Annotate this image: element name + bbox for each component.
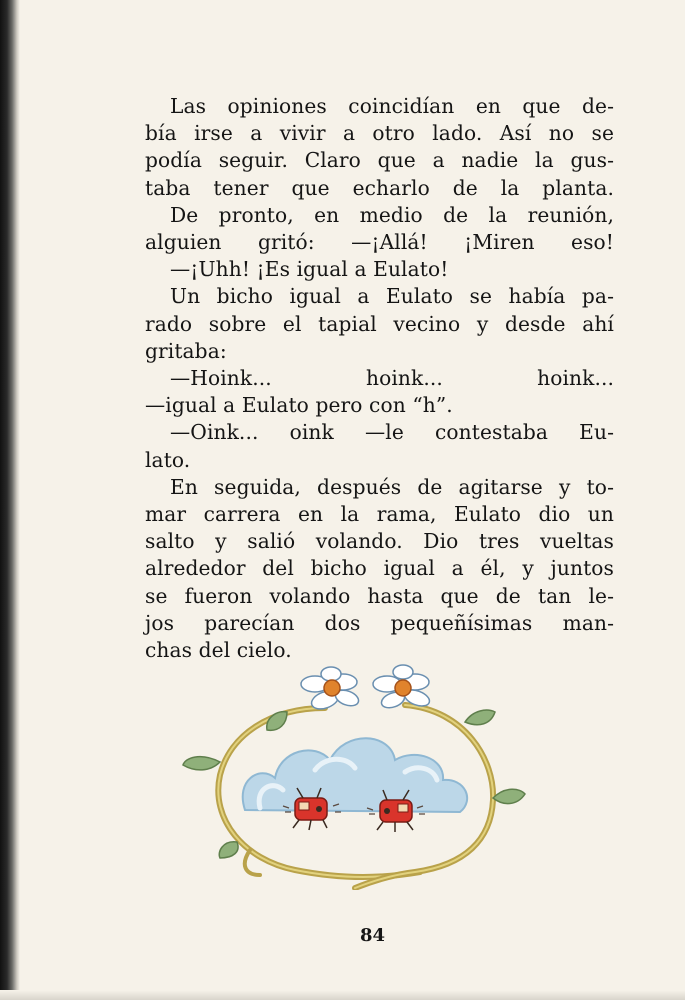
text-line: chas del cielo. [145,638,292,663]
text-line: taba tener que echarlo de la planta. [145,175,614,200]
text-line: De pronto, en medio de la reunión, [170,202,614,227]
page-bottom-edge [0,990,685,1000]
book-binding-edge [0,0,20,1000]
text-line: gritaba: [145,338,227,363]
text-line: jos parecían dos pequeñísimas man- [145,610,614,635]
text-line: Un bicho igual a Eulato se había pa- [170,284,614,309]
page-number: 84 [359,925,386,946]
text-line: podía seguir. Claro que a nadie la gus- [145,148,614,173]
cloud [243,738,467,812]
story-text [145,93,614,664]
text-line: —Hoink... hoink... hoink... [170,366,614,391]
text-line: lato. [145,447,191,472]
text-line: mar carrera en la rama, Eulato dio un [145,502,614,527]
text-line: —igual a Eulato pero con “h”. [145,393,453,418]
text-line: En seguida, después de agitarse y to- [170,474,614,499]
text-line: se fueron volando hasta que de tan le- [145,583,614,608]
text-line: —Oink... oink —le contestaba Eu- [170,420,614,445]
text-line: —¡Uhh! ¡Es igual a Eulato! [170,257,449,282]
text-line: salto y salió volando. Dio tres vueltas [145,529,614,554]
vine-cloud-illustration [175,660,535,890]
text-line: bía irse a vivir a otro lado. Así no se [145,121,614,146]
text-line: rado sobre el tapial vecino y desde ahí [145,311,614,336]
flower-left [301,667,361,712]
text-line: Las opiniones coincidían en que de- [170,94,614,118]
text-line: alguien gritó: —¡Allá! ¡Miren eso! [145,230,614,255]
text-line: alrededor del bicho igual a él, y juntos [145,556,614,581]
